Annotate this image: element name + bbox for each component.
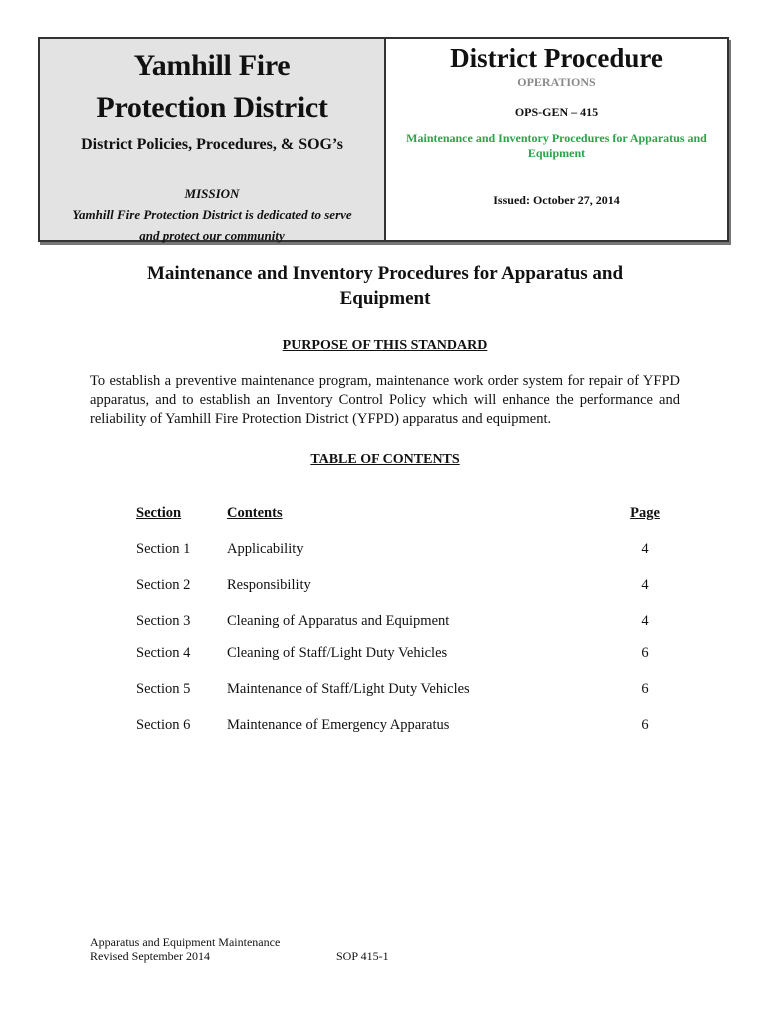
mission-text: Yamhill Fire Protection District is dedicated to serve and protect our community [72,207,352,243]
header-procedure-panel [386,39,727,240]
toc-header-row [0,505,770,525]
toc-section-title: Applicability [227,541,304,557]
footer-page-label: SOP 415-1 [336,949,389,963]
toc-page-number: 4 [641,613,649,629]
toc-header-contents: Contents [227,505,283,521]
document-title-line2: Equipment [339,288,431,309]
toc-page-number: 4 [641,541,649,557]
toc-section-number: Section 5 [136,681,191,697]
toc-header-page: Page [630,505,660,521]
toc-page-number: 4 [641,577,649,593]
toc-section-title: Cleaning of Apparatus and Equipment [227,613,450,629]
toc-row[interactable] [0,613,770,633]
toc-page-number: 6 [641,681,649,697]
mission-block [40,183,384,246]
header-district-panel [40,39,386,243]
mission-label: MISSION [184,186,240,201]
org-name-line2: Protection District [96,91,328,124]
procedure-subject: Maintenance and Inventory Procedures for Apparatus and Equipment [406,131,707,160]
footer-line2: Revised September 2014 [90,949,210,963]
toc-section-number: Section 1 [136,541,191,557]
procedure-title: District Procedure [450,43,663,73]
document-title [100,261,670,311]
toc-page-number: 6 [641,645,649,661]
toc-section-title: Maintenance of Staff/Light Duty Vehicles [227,681,470,697]
toc-section-title: Maintenance of Emergency Apparatus [227,717,450,733]
toc-section-number: Section 3 [136,613,191,629]
toc-row[interactable] [0,645,770,665]
procedure-code: OPS-GEN – 415 [514,105,599,119]
toc-row[interactable] [0,681,770,701]
page-footer [90,935,280,963]
org-name-line1: Yamhill Fire [133,49,291,82]
toc-section-number: Section 6 [136,717,191,733]
purpose-paragraph: To establish a preventive maintenance program, maintenance work order system for repair of YFPD apparatus, and to establish an Inventory Control Policy which will enhance the performance and reliability of Yamhill Fire Protection District (YFPD) apparatus and equipment. [90,373,680,427]
toc-section-number: Section 2 [136,577,191,593]
toc-row[interactable] [0,577,770,597]
document-title-line1: Maintenance and Inventory Procedures for Apparatus and [146,263,624,284]
toc-header-section: Section [136,505,182,521]
toc-section-title: Responsibility [227,577,311,593]
header-box [38,37,729,242]
footer-line1: Apparatus and Equipment Maintenance [90,935,281,949]
toc-section-title: Cleaning of Staff/Light Duty Vehicles [227,645,448,661]
toc-section-number: Section 4 [136,645,191,661]
procedure-category: OPERATIONS [517,75,596,89]
toc-row[interactable] [0,717,770,737]
policies-line: District Policies, Procedures, & SOG’s [81,136,343,153]
toc-row[interactable] [0,541,770,561]
issued-date: Issued: October 27, 2014 [493,193,620,207]
purpose-heading: PURPOSE OF THIS STANDARD [282,338,488,353]
organization-name [40,45,384,129]
toc-page-number: 6 [641,717,649,733]
toc-heading: TABLE OF CONTENTS [310,452,460,467]
